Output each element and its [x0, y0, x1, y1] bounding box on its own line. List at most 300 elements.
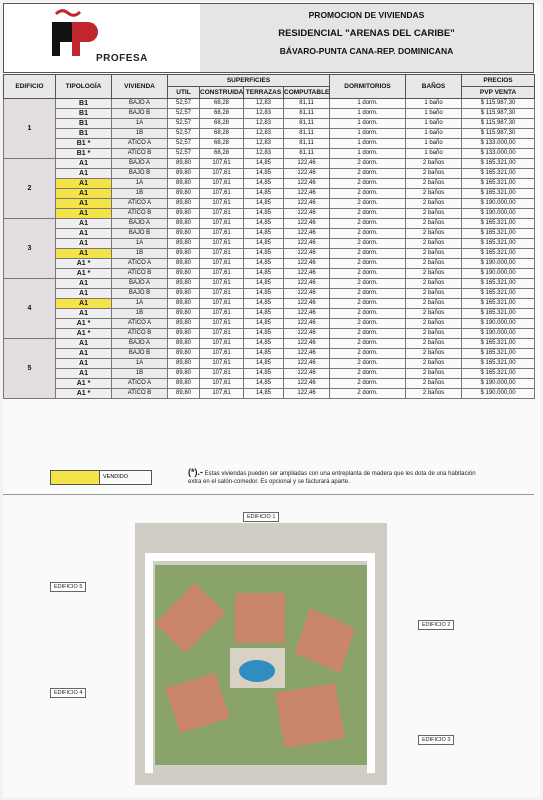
cell-construida: 107,61 — [200, 329, 244, 339]
cell-tipologia: A1 — [56, 239, 112, 249]
cell-precio: $ 165.321,00 — [462, 279, 535, 289]
cell-vivienda: BAJO B — [112, 289, 168, 299]
cell-vivienda: ATICO A — [112, 139, 168, 149]
cell-util: 89,80 — [168, 249, 200, 259]
cell-banos: 2 baños — [406, 339, 462, 349]
cell-computable: 122,46 — [284, 169, 330, 179]
cell-construida: 107,61 — [200, 239, 244, 249]
cell-construida: 107,61 — [200, 159, 244, 169]
cell-banos: 2 baños — [406, 379, 462, 389]
legend-swatch — [51, 471, 100, 484]
cell-vivienda: BAJO B — [112, 109, 168, 119]
cell-terrazas: 12,83 — [244, 109, 284, 119]
table-row — [4, 209, 535, 219]
cell-computable: 122,46 — [284, 289, 330, 299]
cell-vivienda: ATICO A — [112, 199, 168, 209]
cell-vivienda: ATICO B — [112, 269, 168, 279]
cell-construida: 107,61 — [200, 309, 244, 319]
cell-construida: 107,61 — [200, 269, 244, 279]
cell-terrazas: 14,85 — [244, 219, 284, 229]
cell-dormitorios: 2 dorm. — [330, 389, 406, 399]
cell-computable: 122,46 — [284, 359, 330, 369]
cell-computable: 122,46 — [284, 369, 330, 379]
cell-vivienda: BAJO B — [112, 229, 168, 239]
cell-dormitorios: 1 dorm. — [330, 119, 406, 129]
cell-precio: $ 190.000,00 — [462, 319, 535, 329]
cell-construida: 107,61 — [200, 389, 244, 399]
cell-terrazas: 14,85 — [244, 339, 284, 349]
cell-construida: 107,61 — [200, 229, 244, 239]
cell-computable: 122,46 — [284, 249, 330, 259]
cell-tipologia: B1 — [56, 119, 112, 129]
cell-computable: 122,46 — [284, 279, 330, 289]
cell-dormitorios: 2 dorm. — [330, 309, 406, 319]
cell-banos: 1 baño — [406, 99, 462, 109]
label-edificio-1: EDIFICIO 1 — [243, 512, 279, 522]
cell-tipologia: B1 * — [56, 149, 112, 159]
cell-terrazas: 14,85 — [244, 289, 284, 299]
col-edificio: EDIFICIO — [4, 75, 56, 99]
cell-util: 89,80 — [168, 339, 200, 349]
cell-construida: 107,61 — [200, 349, 244, 359]
cell-construida: 68,28 — [200, 99, 244, 109]
table-row — [4, 329, 535, 339]
col-dormitorios: DORMITORIOS — [330, 75, 406, 99]
table-row — [4, 229, 535, 239]
cell-util: 89,80 — [168, 369, 200, 379]
cell-terrazas: 14,85 — [244, 229, 284, 239]
table-row — [4, 169, 535, 179]
cell-util: 52,57 — [168, 139, 200, 149]
site-plan-image — [135, 523, 387, 785]
table-row — [4, 219, 535, 229]
cell-terrazas: 14,85 — [244, 349, 284, 359]
cell-util: 52,57 — [168, 129, 200, 139]
cell-precio: $ 190.000,00 — [462, 329, 535, 339]
cell-util: 89,80 — [168, 159, 200, 169]
cell-terrazas: 14,85 — [244, 369, 284, 379]
cell-util: 89,80 — [168, 349, 200, 359]
cell-computable: 122,46 — [284, 309, 330, 319]
col-pvp: PVP VENTA — [462, 87, 535, 99]
title-block — [200, 4, 533, 72]
cell-vivienda: 1A — [112, 359, 168, 369]
table-row — [4, 279, 535, 289]
cell-computable: 81,11 — [284, 109, 330, 119]
cell-terrazas: 14,85 — [244, 259, 284, 269]
cell-util: 89,80 — [168, 309, 200, 319]
cell-terrazas: 12,83 — [244, 99, 284, 109]
cell-construida: 107,61 — [200, 169, 244, 179]
cell-precio: $ 165.321,00 — [462, 369, 535, 379]
cell-vivienda: 1A — [112, 119, 168, 129]
cell-banos: 2 baños — [406, 179, 462, 189]
cell-tipologia: B1 — [56, 129, 112, 139]
table-row — [4, 149, 535, 159]
cell-tipologia: A1 — [56, 279, 112, 289]
cell-computable: 122,46 — [284, 179, 330, 189]
table-row — [4, 289, 535, 299]
col-vivienda: VIVIENDA — [112, 75, 168, 99]
table-row — [4, 299, 535, 309]
location: BÁVARO-PUNTA CANA-REP. DOMINICANA — [279, 46, 454, 56]
cell-precio: $ 133.000,00 — [462, 139, 535, 149]
cell-banos: 2 baños — [406, 259, 462, 269]
cell-util: 89,80 — [168, 279, 200, 289]
cell-tipologia: A1 — [56, 229, 112, 239]
cell-util: 89,80 — [168, 259, 200, 269]
table-row — [4, 389, 535, 399]
col-terrazas: TERRAZAS — [244, 87, 284, 99]
profesa-logo — [4, 4, 201, 72]
col-banos: BAÑOS — [406, 75, 462, 99]
cell-util: 89,80 — [168, 269, 200, 279]
col-tipologia: TIPOLOGÍA — [56, 75, 112, 99]
cell-construida: 107,61 — [200, 209, 244, 219]
cell-computable: 81,11 — [284, 149, 330, 159]
cell-terrazas: 12,83 — [244, 139, 284, 149]
cell-construida: 107,61 — [200, 259, 244, 269]
cell-dormitorios: 2 dorm. — [330, 189, 406, 199]
cell-vivienda: 1B — [112, 309, 168, 319]
cell-construida: 68,28 — [200, 129, 244, 139]
table-row — [4, 309, 535, 319]
cell-precio: $ 165.321,00 — [462, 359, 535, 369]
cell-banos: 2 baños — [406, 159, 462, 169]
cell-precio: $ 165.321,00 — [462, 169, 535, 179]
cell-construida: 107,61 — [200, 299, 244, 309]
cell-dormitorios: 2 dorm. — [330, 269, 406, 279]
cell-terrazas: 14,85 — [244, 159, 284, 169]
cell-tipologia: A1 — [56, 339, 112, 349]
table-row — [4, 259, 535, 269]
cell-banos: 1 baño — [406, 129, 462, 139]
cell-construida: 107,61 — [200, 359, 244, 369]
footnote — [188, 468, 478, 486]
cell-precio: $ 165.321,00 — [462, 289, 535, 299]
cell-computable: 122,46 — [284, 329, 330, 339]
cell-vivienda: BAJO A — [112, 99, 168, 109]
cell-tipologia: A1 — [56, 179, 112, 189]
cell-computable: 122,46 — [284, 199, 330, 209]
cell-terrazas: 14,85 — [244, 389, 284, 399]
cell-computable: 122,46 — [284, 389, 330, 399]
cell-computable: 81,11 — [284, 99, 330, 109]
cell-edificio: 2 — [4, 159, 56, 219]
header — [3, 3, 534, 73]
cell-computable: 81,11 — [284, 119, 330, 129]
cell-util: 89,80 — [168, 219, 200, 229]
residential-name: RESIDENCIAL "ARENAS DEL CARIBE" — [278, 28, 455, 39]
cell-dormitorios: 1 dorm. — [330, 99, 406, 109]
cell-util: 89,80 — [168, 299, 200, 309]
cell-dormitorios: 2 dorm. — [330, 359, 406, 369]
cell-construida: 107,61 — [200, 249, 244, 259]
cell-vivienda: 1B — [112, 369, 168, 379]
cell-util: 89,80 — [168, 379, 200, 389]
cell-vivienda: ATICO A — [112, 259, 168, 269]
cell-tipologia: A1 — [56, 169, 112, 179]
cell-computable: 122,46 — [284, 349, 330, 359]
cell-vivienda: ATICO A — [112, 319, 168, 329]
cell-computable: 122,46 — [284, 259, 330, 269]
cell-banos: 2 baños — [406, 319, 462, 329]
cell-terrazas: 14,85 — [244, 309, 284, 319]
label-edificio-3: EDIFICIO 3 — [418, 735, 454, 745]
cell-dormitorios: 2 dorm. — [330, 219, 406, 229]
table-row — [4, 239, 535, 249]
cell-util: 89,80 — [168, 209, 200, 219]
cell-banos: 2 baños — [406, 199, 462, 209]
table-row — [4, 269, 535, 279]
table-row — [4, 379, 535, 389]
col-superficies: SUPERFICIES — [168, 75, 330, 87]
table-row — [4, 159, 535, 169]
cell-banos: 2 baños — [406, 389, 462, 399]
cell-edificio: 1 — [4, 99, 56, 159]
cell-dormitorios: 2 dorm. — [330, 349, 406, 359]
cell-tipologia: A1 * — [56, 389, 112, 399]
cell-vivienda: BAJO B — [112, 349, 168, 359]
cell-construida: 107,61 — [200, 319, 244, 329]
cell-util: 89,80 — [168, 189, 200, 199]
cell-edificio: 5 — [4, 339, 56, 399]
cell-precio: $ 165.321,00 — [462, 339, 535, 349]
cell-terrazas: 14,85 — [244, 209, 284, 219]
cell-precio: $ 165.321,00 — [462, 239, 535, 249]
cell-terrazas: 14,85 — [244, 199, 284, 209]
cell-tipologia: A1 — [56, 199, 112, 209]
cell-computable: 122,46 — [284, 229, 330, 239]
cell-construida: 107,61 — [200, 279, 244, 289]
cell-terrazas: 14,85 — [244, 189, 284, 199]
cell-vivienda: ATICO A — [112, 379, 168, 389]
cell-computable: 122,46 — [284, 319, 330, 329]
cell-terrazas: 14,85 — [244, 319, 284, 329]
cell-precio: $ 133.000,00 — [462, 149, 535, 159]
cell-vivienda: 1A — [112, 299, 168, 309]
label-edificio-5: EDIFICIO 5 — [50, 582, 86, 592]
label-edificio-2: EDIFICIO 2 — [418, 620, 454, 630]
cell-tipologia: B1 — [56, 99, 112, 109]
cell-dormitorios: 2 dorm. — [330, 329, 406, 339]
cell-computable: 122,46 — [284, 239, 330, 249]
legend-label: VENDIDO — [103, 474, 129, 480]
cell-banos: 2 baños — [406, 329, 462, 339]
cell-construida: 68,28 — [200, 119, 244, 129]
table-row — [4, 129, 535, 139]
cell-util: 89,80 — [168, 199, 200, 209]
table-row — [4, 359, 535, 369]
cell-construida: 107,61 — [200, 369, 244, 379]
cell-util: 89,80 — [168, 239, 200, 249]
table-row — [4, 349, 535, 359]
cell-terrazas: 14,85 — [244, 249, 284, 259]
table-row — [4, 119, 535, 129]
cell-vivienda: BAJO A — [112, 279, 168, 289]
cell-dormitorios: 1 dorm. — [330, 139, 406, 149]
cell-computable: 122,46 — [284, 379, 330, 389]
cell-dormitorios: 2 dorm. — [330, 289, 406, 299]
table-row — [4, 199, 535, 209]
cell-util: 52,57 — [168, 149, 200, 159]
cell-util: 52,57 — [168, 119, 200, 129]
cell-terrazas: 14,85 — [244, 359, 284, 369]
cell-vivienda: 1B — [112, 129, 168, 139]
cell-dormitorios: 2 dorm. — [330, 379, 406, 389]
cell-util: 89,80 — [168, 389, 200, 399]
cell-terrazas: 14,85 — [244, 269, 284, 279]
cell-tipologia: A1 * — [56, 259, 112, 269]
table-row — [4, 249, 535, 259]
cell-banos: 2 baños — [406, 349, 462, 359]
cell-banos: 2 baños — [406, 169, 462, 179]
cell-precio: $ 165.321,00 — [462, 189, 535, 199]
cell-tipologia: A1 — [56, 219, 112, 229]
cell-precio: $ 165.321,00 — [462, 229, 535, 239]
cell-construida: 68,28 — [200, 109, 244, 119]
cell-vivienda: 1A — [112, 179, 168, 189]
cell-dormitorios: 2 dorm. — [330, 299, 406, 309]
cell-computable: 81,11 — [284, 139, 330, 149]
cell-vivienda: ATICO B — [112, 389, 168, 399]
cell-tipologia: A1 — [56, 359, 112, 369]
site-plan-drawing — [135, 523, 387, 785]
cell-precio: $ 190.000,00 — [462, 199, 535, 209]
cell-banos: 1 baño — [406, 119, 462, 129]
cell-precio: $ 115.987,30 — [462, 109, 535, 119]
cell-dormitorios: 2 dorm. — [330, 279, 406, 289]
cell-computable: 81,11 — [284, 129, 330, 139]
table-body — [4, 99, 535, 399]
cell-dormitorios: 1 dorm. — [330, 129, 406, 139]
cell-banos: 2 baños — [406, 219, 462, 229]
cell-util: 89,80 — [168, 169, 200, 179]
cell-terrazas: 12,83 — [244, 119, 284, 129]
cell-vivienda: 1A — [112, 239, 168, 249]
cell-util: 52,57 — [168, 109, 200, 119]
cell-precio: $ 190.000,00 — [462, 389, 535, 399]
cell-banos: 2 baños — [406, 249, 462, 259]
cell-precio: $ 165.321,00 — [462, 179, 535, 189]
cell-computable: 122,46 — [284, 189, 330, 199]
cell-vivienda: 1B — [112, 249, 168, 259]
cell-vivienda: BAJO A — [112, 219, 168, 229]
cell-util: 89,80 — [168, 179, 200, 189]
cell-dormitorios: 2 dorm. — [330, 239, 406, 249]
cell-precio: $ 165.321,00 — [462, 349, 535, 359]
cell-tipologia: A1 — [56, 299, 112, 309]
cell-dormitorios: 2 dorm. — [330, 339, 406, 349]
cell-banos: 1 baño — [406, 139, 462, 149]
cell-vivienda: BAJO B — [112, 169, 168, 179]
cell-banos: 2 baños — [406, 369, 462, 379]
cell-terrazas: 14,85 — [244, 279, 284, 289]
cell-tipologia: A1 — [56, 309, 112, 319]
cell-precio: $ 190.000,00 — [462, 379, 535, 389]
cell-banos: 2 baños — [406, 269, 462, 279]
brand-name: PROFESA — [96, 53, 148, 64]
col-computable: COMPUTABLE — [284, 87, 330, 99]
footnote-mark: (*).- — [188, 467, 203, 477]
cell-construida: 107,61 — [200, 189, 244, 199]
cell-dormitorios: 2 dorm. — [330, 259, 406, 269]
cell-banos: 2 baños — [406, 209, 462, 219]
cell-precio: $ 190.000,00 — [462, 209, 535, 219]
cell-edificio: 4 — [4, 279, 56, 339]
cell-edificio: 3 — [4, 219, 56, 279]
cell-terrazas: 14,85 — [244, 239, 284, 249]
cell-terrazas: 14,85 — [244, 169, 284, 179]
cell-dormitorios: 2 dorm. — [330, 159, 406, 169]
profesa-logo-mark — [48, 8, 108, 58]
cell-dormitorios: 2 dorm. — [330, 319, 406, 329]
cell-precio: $ 165.321,00 — [462, 159, 535, 169]
col-precios: PRECIOS — [462, 75, 535, 87]
cell-precio: $ 165.321,00 — [462, 309, 535, 319]
cell-computable: 122,46 — [284, 209, 330, 219]
table-row — [4, 339, 535, 349]
cell-construida: 107,61 — [200, 289, 244, 299]
cell-banos: 2 baños — [406, 229, 462, 239]
cell-tipologia: A1 — [56, 289, 112, 299]
cell-precio: $ 115.987,30 — [462, 129, 535, 139]
table-row — [4, 319, 535, 329]
table-row — [4, 139, 535, 149]
cell-construida: 68,28 — [200, 149, 244, 159]
cell-banos: 2 baños — [406, 289, 462, 299]
cell-banos: 2 baños — [406, 279, 462, 289]
cell-tipologia: A1 * — [56, 319, 112, 329]
cell-computable: 122,46 — [284, 339, 330, 349]
cell-construida: 107,61 — [200, 179, 244, 189]
cell-construida: 107,61 — [200, 339, 244, 349]
cell-construida: 107,61 — [200, 379, 244, 389]
col-util: UTIL — [168, 87, 200, 99]
cell-util: 89,80 — [168, 319, 200, 329]
cell-tipologia: A1 — [56, 209, 112, 219]
cell-vivienda: ATICO B — [112, 149, 168, 159]
cell-util: 89,80 — [168, 229, 200, 239]
cell-banos: 1 baño — [406, 109, 462, 119]
cell-terrazas: 14,85 — [244, 179, 284, 189]
col-construida: CONSTRUIDA — [200, 87, 244, 99]
cell-precio: $ 165.321,00 — [462, 299, 535, 309]
cell-precio: $ 115.987,30 — [462, 119, 535, 129]
cell-dormitorios: 2 dorm. — [330, 179, 406, 189]
label-edificio-4: EDIFICIO 4 — [50, 688, 86, 698]
legend — [50, 470, 152, 485]
cell-dormitorios: 1 dorm. — [330, 149, 406, 159]
table-row — [4, 189, 535, 199]
divider — [3, 494, 534, 495]
cell-vivienda: ATICO B — [112, 209, 168, 219]
cell-util: 52,57 — [168, 99, 200, 109]
cell-dormitorios: 2 dorm. — [330, 369, 406, 379]
cell-tipologia: A1 * — [56, 269, 112, 279]
cell-util: 89,80 — [168, 359, 200, 369]
cell-dormitorios: 2 dorm. — [330, 209, 406, 219]
cell-banos: 2 baños — [406, 189, 462, 199]
cell-dormitorios: 1 dorm. — [330, 109, 406, 119]
cell-banos: 2 baños — [406, 299, 462, 309]
cell-dormitorios: 2 dorm. — [330, 249, 406, 259]
cell-vivienda: 1B — [112, 189, 168, 199]
cell-computable: 122,46 — [284, 219, 330, 229]
cell-dormitorios: 2 dorm. — [330, 169, 406, 179]
cell-tipologia: A1 — [56, 189, 112, 199]
cell-banos: 2 baños — [406, 359, 462, 369]
